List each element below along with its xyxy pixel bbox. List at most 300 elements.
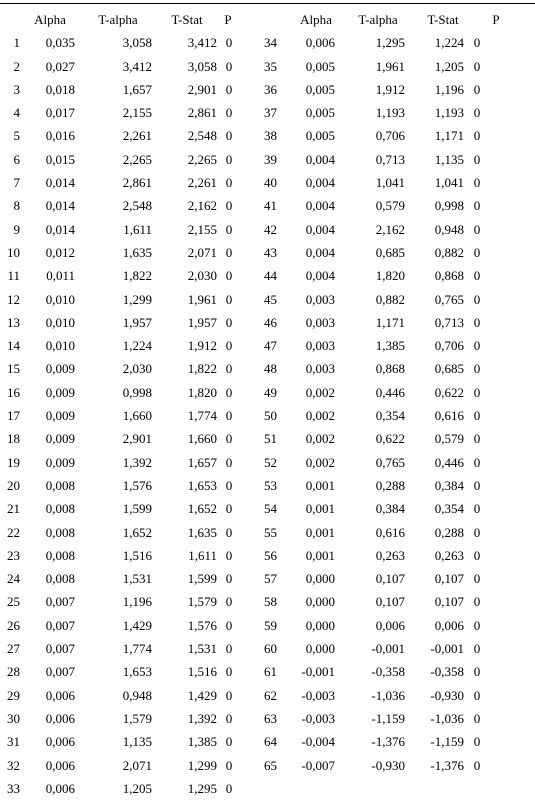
p-cell: 0 <box>225 524 233 540</box>
header-t-stat: T-Stat <box>171 12 203 27</box>
t-alpha-cell: 2,901 <box>122 431 152 447</box>
row-index: 29 <box>7 687 20 703</box>
t-stat-cell: 1,652 <box>187 501 217 517</box>
row-index: 28 <box>7 664 20 680</box>
t-alpha-cell: 1,657 <box>122 81 152 97</box>
t-stat-cell: 0,998 <box>434 198 464 214</box>
t-alpha-cell: 2,861 <box>122 175 152 191</box>
alpha-cell: 0,007 <box>45 641 75 657</box>
t-stat-cell: 1,135 <box>434 151 464 167</box>
t-alpha-cell: 1,957 <box>122 314 152 330</box>
row-index: 13 <box>7 314 20 330</box>
alpha-cell: 0,018 <box>45 81 75 97</box>
p-cell: 0 <box>225 35 233 51</box>
p-cell: 0 <box>473 687 481 703</box>
t-stat-cell: 0,384 <box>434 477 464 493</box>
t-stat-cell: 0,616 <box>434 408 464 424</box>
alpha-cell: 0,009 <box>45 454 75 470</box>
t-stat-cell: 2,155 <box>187 221 217 237</box>
p-cell: 0 <box>473 501 481 517</box>
t-stat-cell: 1,657 <box>187 454 217 470</box>
p-cell: 0 <box>225 268 233 284</box>
row-index: 21 <box>7 501 20 517</box>
alpha-cell: 0,004 <box>305 268 335 284</box>
row-index: 48 <box>264 361 277 377</box>
p-cell: 0 <box>225 221 233 237</box>
t-alpha-cell: 1,820 <box>375 268 405 284</box>
t-stat-cell: 1,961 <box>187 291 217 307</box>
p-cell: 0 <box>225 128 233 144</box>
p-cell: 0 <box>225 291 233 307</box>
p-cell: 0 <box>225 501 233 517</box>
t-alpha-cell: 1,224 <box>122 338 152 354</box>
t-alpha-cell: -1,036 <box>371 687 405 703</box>
t-stat-cell: -0,358 <box>430 664 464 680</box>
t-stat-cell: 0,948 <box>434 221 464 237</box>
t-stat-cell: 2,162 <box>187 198 217 214</box>
t-alpha-cell: 1,193 <box>375 105 405 121</box>
alpha-cell: -0,003 <box>301 687 335 703</box>
p-cell: 0 <box>225 81 233 97</box>
row-index: 59 <box>264 617 277 633</box>
row-index: 3 <box>13 81 20 97</box>
row-index: 51 <box>264 431 277 447</box>
p-cell: 0 <box>473 664 481 680</box>
row-index: 30 <box>7 710 20 726</box>
t-stat-cell: 2,071 <box>187 244 217 260</box>
p-cell: 0 <box>473 757 481 773</box>
t-alpha-cell: 0,685 <box>375 244 405 260</box>
t-alpha-cell: 1,531 <box>122 571 152 587</box>
row-index: 34 <box>264 35 277 51</box>
t-stat-cell: 0,868 <box>434 268 464 284</box>
t-alpha-cell: 1,822 <box>122 268 152 284</box>
t-alpha-cell: 0,006 <box>375 617 405 633</box>
t-alpha-cell: 2,155 <box>122 105 152 121</box>
p-cell: 0 <box>473 384 481 400</box>
p-cell: 0 <box>473 175 481 191</box>
t-alpha-cell: 0,998 <box>122 384 152 400</box>
alpha-cell: 0,004 <box>305 244 335 260</box>
row-index: 24 <box>7 571 20 587</box>
p-cell: 0 <box>473 338 481 354</box>
row-index: 22 <box>7 524 20 540</box>
t-stat-cell: 3,412 <box>187 35 217 51</box>
t-alpha-cell: 1,576 <box>122 477 152 493</box>
p-cell: 0 <box>473 151 481 167</box>
t-alpha-cell: 1,392 <box>122 454 152 470</box>
t-stat-cell: 1,957 <box>187 314 217 330</box>
t-stat-cell: 2,265 <box>187 151 217 167</box>
header-alpha: Alpha <box>34 12 66 27</box>
t-stat-cell: 1,822 <box>187 361 217 377</box>
p-cell: 0 <box>473 431 481 447</box>
p-cell: 0 <box>225 244 233 260</box>
alpha-cell: 0,009 <box>45 408 75 424</box>
t-stat-cell: 2,548 <box>187 128 217 144</box>
alpha-cell: 0,004 <box>305 198 335 214</box>
t-stat-cell: 1,611 <box>188 547 217 563</box>
alpha-cell: 0,009 <box>45 431 75 447</box>
t-alpha-cell: 0,622 <box>375 431 405 447</box>
alpha-cell: 0,006 <box>45 687 75 703</box>
row-index: 4 <box>13 105 20 121</box>
p-cell: 0 <box>473 710 481 726</box>
alpha-cell: 0,003 <box>305 291 335 307</box>
row-index: 41 <box>264 198 277 214</box>
row-index: 8 <box>13 198 20 214</box>
alpha-cell: 0,001 <box>305 477 335 493</box>
alpha-cell: 0,006 <box>305 35 335 51</box>
p-cell: 0 <box>225 58 233 74</box>
alpha-cell: -0,003 <box>301 710 335 726</box>
p-cell: 0 <box>473 361 481 377</box>
t-alpha-cell: 0,107 <box>375 571 405 587</box>
alpha-cell: 0,002 <box>305 408 335 424</box>
t-stat-cell: 1,820 <box>187 384 217 400</box>
alpha-cell: 0,004 <box>305 175 335 191</box>
t-alpha-cell: 0,765 <box>375 454 405 470</box>
row-index: 39 <box>264 151 277 167</box>
row-index: 15 <box>7 361 20 377</box>
alpha-cell: 0,017 <box>45 105 75 121</box>
header-t-stat: T-Stat <box>427 12 459 27</box>
t-alpha-cell: 1,599 <box>122 501 152 517</box>
t-stat-cell: 0,288 <box>434 524 464 540</box>
t-alpha-cell: 3,412 <box>122 58 152 74</box>
t-stat-cell: 0,263 <box>434 547 464 563</box>
row-index: 37 <box>264 105 277 121</box>
t-stat-cell: 0,006 <box>434 617 464 633</box>
t-stat-cell: 1,579 <box>187 594 217 610</box>
p-cell: 0 <box>473 524 481 540</box>
t-stat-cell: -0,930 <box>430 687 464 703</box>
p-cell: 0 <box>225 198 233 214</box>
p-cell: 0 <box>473 128 481 144</box>
p-cell: 0 <box>473 571 481 587</box>
row-index: 60 <box>264 641 277 657</box>
alpha-cell: 0,004 <box>305 221 335 237</box>
alpha-cell: 0,002 <box>305 454 335 470</box>
p-cell: 0 <box>225 757 233 773</box>
alpha-cell: 0,035 <box>45 35 75 51</box>
alpha-cell: 0,012 <box>45 244 75 260</box>
row-index: 52 <box>264 454 277 470</box>
p-cell: 0 <box>225 105 233 121</box>
t-alpha-cell: -0,358 <box>371 664 405 680</box>
t-alpha-cell: 0,882 <box>375 291 405 307</box>
row-index: 40 <box>264 175 277 191</box>
alpha-cell: 0,002 <box>305 384 335 400</box>
p-cell: 0 <box>473 641 481 657</box>
t-alpha-cell: 0,384 <box>375 501 405 517</box>
t-stat-cell: -1,376 <box>430 757 464 773</box>
p-cell: 0 <box>225 594 233 610</box>
t-stat-cell: 0,685 <box>434 361 464 377</box>
t-alpha-cell: 1,299 <box>122 291 152 307</box>
row-index: 31 <box>7 734 20 750</box>
t-stat-cell: 1,774 <box>187 408 217 424</box>
t-alpha-cell: 1,652 <box>122 524 152 540</box>
alpha-cell: 0,004 <box>305 151 335 167</box>
row-index: 7 <box>13 175 20 191</box>
row-index: 18 <box>7 431 20 447</box>
p-cell: 0 <box>473 454 481 470</box>
t-alpha-cell: -1,376 <box>371 734 405 750</box>
t-stat-cell: 0,354 <box>434 501 464 517</box>
t-stat-cell: 1,660 <box>187 431 217 447</box>
p-cell: 0 <box>473 268 481 284</box>
row-index: 62 <box>264 687 277 703</box>
alpha-cell: 0,014 <box>45 175 75 191</box>
alpha-cell: 0,008 <box>45 571 75 587</box>
p-cell: 0 <box>225 408 233 424</box>
t-stat-cell: 0,622 <box>434 384 464 400</box>
p-cell: 0 <box>225 338 233 354</box>
p-cell: 0 <box>225 617 233 633</box>
row-index: 43 <box>264 244 277 260</box>
alpha-cell: 0,007 <box>45 594 75 610</box>
t-stat-cell: 1,193 <box>434 105 464 121</box>
row-index: 6 <box>13 151 20 167</box>
p-cell: 0 <box>225 547 233 563</box>
t-stat-cell: 1,576 <box>187 617 217 633</box>
alpha-cell: 0,005 <box>305 81 335 97</box>
row-index: 26 <box>7 617 20 633</box>
p-cell: 0 <box>225 175 233 191</box>
p-cell: 0 <box>473 58 481 74</box>
t-alpha-cell: 1,912 <box>375 81 405 97</box>
p-cell: 0 <box>225 734 233 750</box>
t-stat-cell: -0,001 <box>430 641 464 657</box>
t-stat-cell: -1,159 <box>430 734 464 750</box>
row-index: 20 <box>7 477 20 493</box>
header-t-alpha: T-alpha <box>358 12 398 27</box>
row-index: 42 <box>264 221 277 237</box>
row-index: 32 <box>7 757 20 773</box>
alpha-cell: 0,008 <box>45 547 75 563</box>
alpha-cell: 0,014 <box>45 198 75 214</box>
row-index: 36 <box>264 81 277 97</box>
alpha-cell: 0,009 <box>45 384 75 400</box>
alpha-cell: -0,004 <box>301 734 335 750</box>
row-index: 16 <box>7 384 20 400</box>
p-cell: 0 <box>473 477 481 493</box>
row-index: 45 <box>264 291 277 307</box>
t-alpha-cell: 0,579 <box>375 198 405 214</box>
header-t-alpha: T-alpha <box>98 12 138 27</box>
t-alpha-cell: 1,295 <box>375 35 405 51</box>
p-cell: 0 <box>225 477 233 493</box>
t-alpha-cell: 2,548 <box>122 198 152 214</box>
p-cell: 0 <box>225 431 233 447</box>
row-index: 47 <box>264 338 277 354</box>
p-cell: 0 <box>225 687 233 703</box>
p-cell: 0 <box>225 384 233 400</box>
t-alpha-cell: -0,930 <box>371 757 405 773</box>
row-index: 10 <box>7 244 20 260</box>
alpha-cell: 0,007 <box>45 664 75 680</box>
row-index: 9 <box>13 221 20 237</box>
alpha-cell: -0,001 <box>301 664 335 680</box>
p-cell: 0 <box>473 314 481 330</box>
alpha-cell: 0,010 <box>45 314 75 330</box>
alpha-cell: 0,005 <box>305 105 335 121</box>
t-stat-cell: 2,261 <box>187 175 217 191</box>
alpha-cell: 0,016 <box>45 128 75 144</box>
t-stat-cell: 2,030 <box>187 268 217 284</box>
p-cell: 0 <box>473 221 481 237</box>
t-alpha-cell: 0,713 <box>375 151 405 167</box>
alpha-cell: 0,001 <box>305 501 335 517</box>
row-index: 53 <box>264 477 277 493</box>
t-alpha-cell: 0,616 <box>375 524 405 540</box>
t-stat-cell: 1,205 <box>434 58 464 74</box>
p-cell: 0 <box>473 291 481 307</box>
t-stat-cell: 1,653 <box>187 477 217 493</box>
alpha-cell: 0,000 <box>305 617 335 633</box>
alpha-cell: 0,015 <box>45 151 75 167</box>
header-alpha: Alpha <box>300 12 332 27</box>
t-alpha-cell: 1,196 <box>122 594 152 610</box>
row-index: 56 <box>264 547 277 563</box>
row-index: 2 <box>13 58 20 74</box>
alpha-cell: 0,014 <box>45 221 75 237</box>
t-stat-cell: 1,295 <box>187 780 217 796</box>
t-alpha-cell: 2,162 <box>375 221 405 237</box>
p-cell: 0 <box>225 361 233 377</box>
t-alpha-cell: 1,653 <box>122 664 152 680</box>
row-index: 12 <box>7 291 20 307</box>
row-index: 14 <box>7 338 20 354</box>
t-stat-cell: 0,107 <box>434 571 464 587</box>
t-stat-cell: 1,531 <box>187 641 217 657</box>
t-alpha-cell: 0,948 <box>122 687 152 703</box>
t-alpha-cell: 1,429 <box>122 617 152 633</box>
t-alpha-cell: 1,635 <box>122 244 152 260</box>
t-alpha-cell: 0,288 <box>375 477 405 493</box>
t-stat-cell: 1,635 <box>187 524 217 540</box>
t-alpha-cell: 1,385 <box>375 338 405 354</box>
p-cell: 0 <box>473 35 481 51</box>
t-alpha-cell: 1,660 <box>122 408 152 424</box>
t-stat-cell: 0,107 <box>434 594 464 610</box>
row-index: 17 <box>7 408 20 424</box>
alpha-cell: -0,007 <box>301 757 335 773</box>
alpha-cell: 0,000 <box>305 571 335 587</box>
t-alpha-cell: 2,030 <box>122 361 152 377</box>
alpha-cell: 0,005 <box>305 128 335 144</box>
alpha-cell: 0,010 <box>45 338 75 354</box>
p-cell: 0 <box>225 780 233 796</box>
t-alpha-cell: 1,516 <box>122 547 152 563</box>
alpha-cell: 0,006 <box>45 780 75 796</box>
row-index: 54 <box>264 501 277 517</box>
t-stat-cell: 1,912 <box>187 338 217 354</box>
t-alpha-cell: 2,071 <box>122 757 152 773</box>
p-cell: 0 <box>225 664 233 680</box>
row-index: 58 <box>264 594 277 610</box>
alpha-cell: 0,027 <box>45 58 75 74</box>
alpha-cell: 0,003 <box>305 338 335 354</box>
t-alpha-cell: 0,706 <box>375 128 405 144</box>
row-index: 49 <box>264 384 277 400</box>
alpha-cell: 0,006 <box>45 757 75 773</box>
header-p: P <box>492 12 500 27</box>
p-cell: 0 <box>225 641 233 657</box>
alpha-cell: 0,006 <box>45 710 75 726</box>
p-cell: 0 <box>225 454 233 470</box>
row-index: 50 <box>264 408 277 424</box>
alpha-cell: 0,006 <box>45 734 75 750</box>
alpha-cell: 0,000 <box>305 594 335 610</box>
row-index: 11 <box>7 268 20 284</box>
row-index: 64 <box>264 734 277 750</box>
t-stat-cell: 1,516 <box>187 664 217 680</box>
t-stat-cell: 1,429 <box>187 687 217 703</box>
t-alpha-cell: 1,579 <box>122 710 152 726</box>
row-index: 65 <box>264 757 277 773</box>
alpha-cell: 0,003 <box>305 361 335 377</box>
t-stat-cell: 0,706 <box>434 338 464 354</box>
t-stat-cell: 2,901 <box>187 81 217 97</box>
t-alpha-cell: 3,058 <box>122 35 152 51</box>
alpha-cell: 0,008 <box>45 501 75 517</box>
p-cell: 0 <box>473 105 481 121</box>
row-index: 35 <box>264 58 277 74</box>
p-cell: 0 <box>473 198 481 214</box>
t-stat-cell: 0,579 <box>434 431 464 447</box>
row-index: 25 <box>7 594 20 610</box>
p-cell: 0 <box>473 81 481 97</box>
row-index: 38 <box>264 128 277 144</box>
p-cell: 0 <box>473 408 481 424</box>
row-index: 1 <box>13 35 20 51</box>
t-alpha-cell: 1,171 <box>375 314 405 330</box>
t-stat-cell: 0,446 <box>434 454 464 470</box>
t-alpha-cell: 1,961 <box>375 58 405 74</box>
t-alpha-cell: 2,265 <box>122 151 152 167</box>
alpha-cell: 0,011 <box>46 268 75 284</box>
p-cell: 0 <box>473 594 481 610</box>
row-index: 5 <box>13 128 20 144</box>
row-index: 23 <box>7 547 20 563</box>
t-stat-cell: 1,299 <box>187 757 217 773</box>
t-stat-cell: 1,171 <box>434 128 464 144</box>
p-cell: 0 <box>473 244 481 260</box>
row-index: 57 <box>264 571 277 587</box>
t-alpha-cell: 0,446 <box>375 384 405 400</box>
p-cell: 0 <box>225 314 233 330</box>
alpha-cell: 0,010 <box>45 291 75 307</box>
row-index: 55 <box>264 524 277 540</box>
t-alpha-cell: 0,868 <box>375 361 405 377</box>
row-index: 27 <box>7 641 20 657</box>
row-index: 63 <box>264 710 277 726</box>
t-alpha-cell: 1,774 <box>122 641 152 657</box>
t-stat-cell: 2,861 <box>187 105 217 121</box>
alpha-cell: 0,007 <box>45 617 75 633</box>
t-alpha-cell: 0,354 <box>375 408 405 424</box>
t-stat-cell: 1,224 <box>434 35 464 51</box>
t-alpha-cell: 1,041 <box>375 175 405 191</box>
alpha-cell: 0,001 <box>305 547 335 563</box>
t-stat-cell: 0,882 <box>434 244 464 260</box>
row-index: 33 <box>7 780 20 796</box>
alpha-cell: 0,009 <box>45 361 75 377</box>
alpha-cell: 0,008 <box>45 477 75 493</box>
row-index: 46 <box>264 314 277 330</box>
